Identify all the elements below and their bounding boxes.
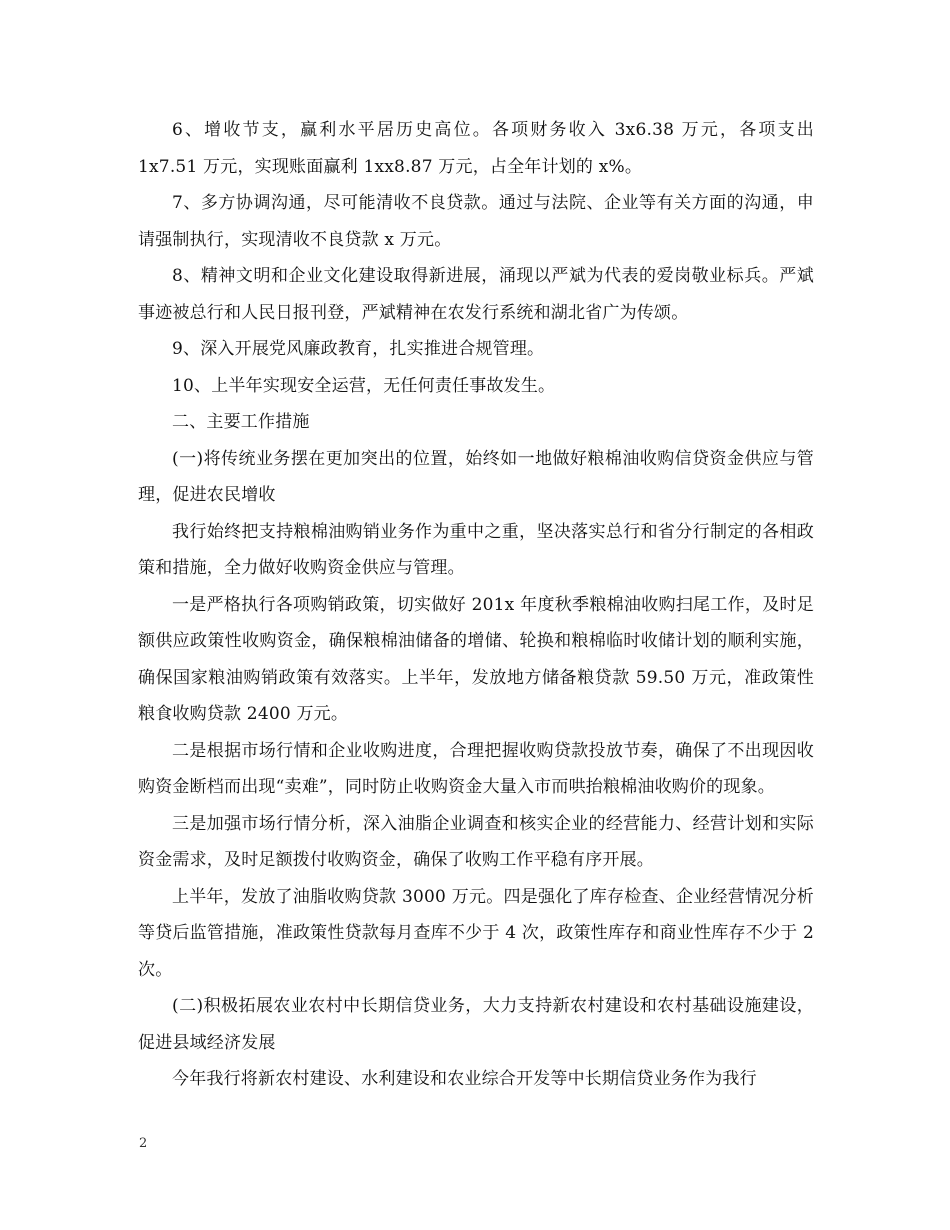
paragraph-item-6: 6、增收节支，赢利水平居历史高位。各项财务收入 3x6.38 万元，各项支出 1x7.51 万元，实现账面赢利 1xx8.87 万元，占全年计划的 x%。: [138, 120, 814, 177]
paragraph-measure-1: 一是严格执行各项购销政策，切实做好 201x 年度秋季粮棉油收购扫尾工作，及时足额供应政策性收购资金，确保粮棉油储备的增储、轮换和粮棉临时收储计划的顺利实施，确保国家粮油购销政策有效落实。上半年，发放地方储备粮贷款 59.50 万元，准政策性粮食收购贷款 2400 万元。: [138, 594, 814, 724]
paragraph-item-10: 10、上半年实现安全运营，无任何责任事故发生。: [172, 375, 556, 396]
page-number: 2: [139, 1136, 148, 1151]
paragraph-measure-2: 二是根据市场行情和企业收购进度，合理把握收购贷款投放节奏，确保了不出现因收购资金断档而出现“卖难”，同时防止收购资金大量入市而哄抬粮棉油收购价的现象。: [138, 740, 814, 797]
paragraph-item-7: 7、多方协调沟通，尽可能清收不良贷款。通过与法院、企业等有关方面的沟通，申请强制执行，实现清收不良贷款 x 万元。: [138, 193, 814, 250]
paragraph-measure-3: 三是加强市场行情分析，深入油脂企业调查和核实企业的经营能力、经营计划和实际资金需求，及时足额拨付收购资金，确保了收购工作平稳有序开展。: [138, 813, 814, 870]
paragraph-measure-4: 上半年，发放了油脂收购贷款 3000 万元。四是强化了库存检查、企业经营情况分析等贷后监管措施，准政策性贷款每月查库不少于 4 次，政策性库存和商业性库存不少于 2 次。: [138, 886, 814, 980]
subsection-heading-2: (二)积极拓展农业农村中长期信贷业务，大力支持新农村建设和农村基础设施建设，促进县域经济发展: [138, 996, 814, 1053]
paragraph-item-9: 9、深入开展党风廉政教育，扎实推进合规管理。: [172, 339, 545, 359]
section-heading-main-measures: 二、主要工作措施: [172, 412, 310, 432]
document-body: [138, 112, 814, 1098]
subsection-heading-1: (一)将传统业务摆在更加突出的位置，始终如一地做好粮棉油收购信贷资金供应与管理，促进农民增收: [138, 448, 814, 505]
paragraph-support-grain-oil: 我行始终把支持粮棉油购销业务作为重中之重，坚决落实总行和省分行制定的各相政策和措施，全力做好收购资金供应与管理。: [138, 521, 814, 578]
paragraph-medium-long-term: 今年我行将新农村建设、水利建设和农业综合开发等中长期信贷业务作为我行: [172, 1069, 757, 1089]
paragraph-item-8: 8、精神文明和企业文化建设取得新进展，涌现以严斌为代表的爱岗敬业标兵。严斌事迹被总行和人民日报刊登，严斌精神在农发行系统和湖北省广为传颂。: [138, 266, 814, 323]
